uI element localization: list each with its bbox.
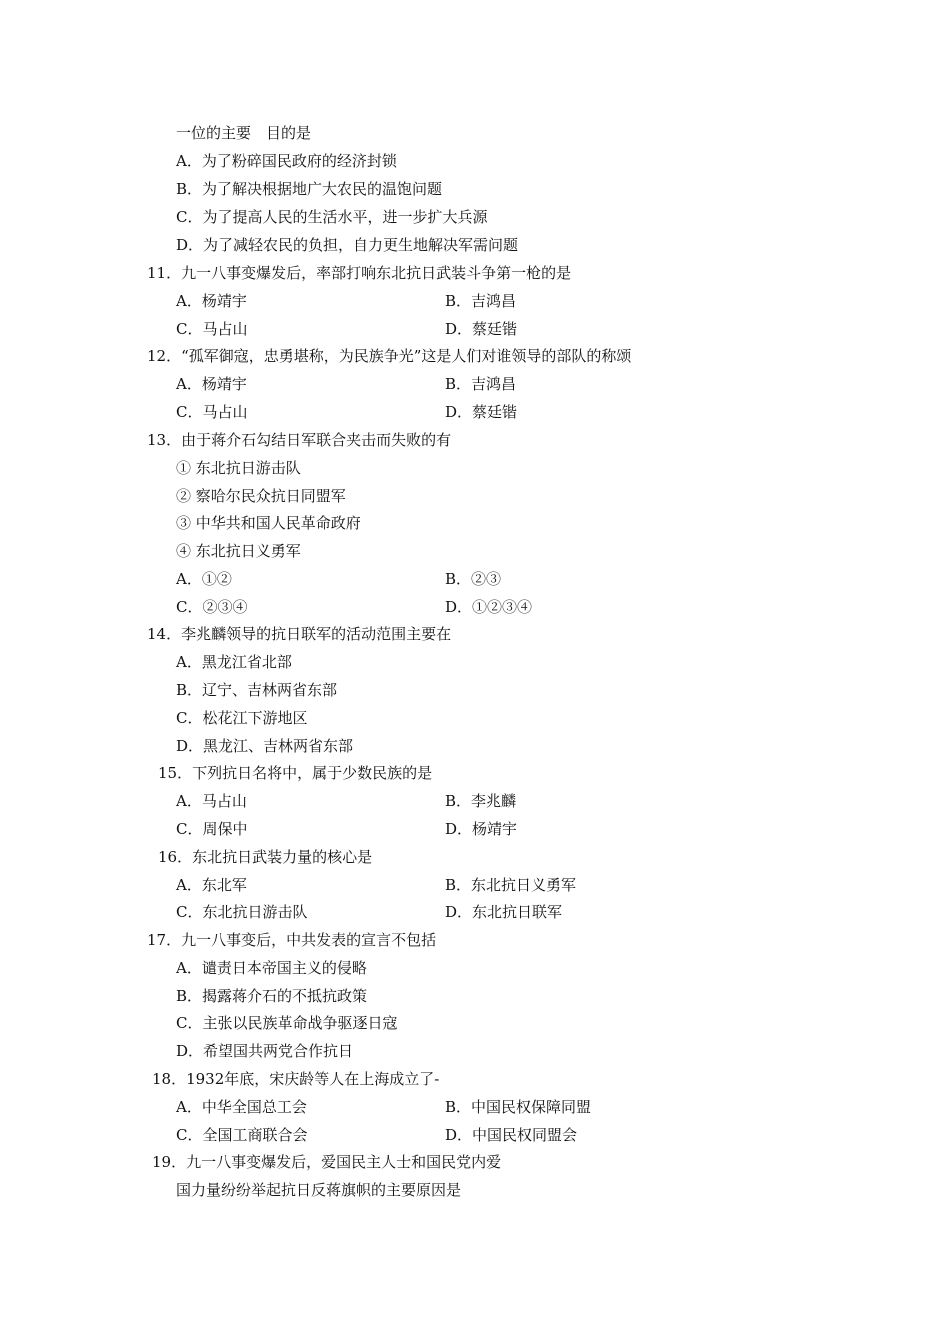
question-18: 18．1932年底，宋庆龄等人在上海成立了- bbox=[152, 1070, 440, 1088]
q11-option-b: B．吉鸿昌 bbox=[445, 292, 517, 310]
question-16: 16．东北抗日武装力量的核心是 bbox=[158, 848, 373, 866]
option-b: B．为了解决根据地广大农民的温饱问题 bbox=[176, 180, 443, 198]
q14-option-a: A．黑龙江省北部 bbox=[176, 653, 292, 671]
q13-option-b: B．②③ bbox=[445, 570, 502, 588]
q12-option-d: D．蔡廷锴 bbox=[445, 403, 518, 421]
q17-option-d: D．希望国共两党合作抗日 bbox=[176, 1042, 354, 1060]
q16-option-d: D．东北抗日联军 bbox=[445, 903, 563, 921]
q18-option-c: C．全国工商联合会 bbox=[176, 1126, 308, 1144]
q16-option-b: B．东北抗日义勇军 bbox=[445, 876, 577, 894]
question-11: 11．九一八事变爆发后，率部打响东北抗日武装斗争第一枪的是 bbox=[147, 264, 572, 282]
q16-option-a: A．东北军 bbox=[176, 876, 247, 894]
question-15: 15．下列抗日名将中，属于少数民族的是 bbox=[158, 764, 433, 782]
q12-option-c: C．马占山 bbox=[176, 403, 248, 421]
question-14: 14．李兆麟领导的抗日联军的活动范围主要在 bbox=[147, 625, 452, 643]
question-continuation: 一位的主要 目的是 bbox=[176, 124, 312, 142]
option-d: D．为了减轻农民的负担，自力更生地解决军需问题 bbox=[176, 236, 519, 254]
q15-option-a: A．马占山 bbox=[176, 792, 247, 810]
q13-option-a: A．①② bbox=[176, 570, 232, 588]
option-a: A．为了粉碎国民政府的经济封锁 bbox=[176, 152, 397, 170]
q17-option-b: B．揭露蒋介石的不抵抗政策 bbox=[176, 987, 368, 1005]
q11-option-c: C．马占山 bbox=[176, 320, 248, 338]
option-c: C．为了提高人民的生活水平，进一步扩大兵源 bbox=[176, 208, 488, 226]
q11-option-a: A．杨靖宇 bbox=[176, 292, 247, 310]
q14-option-b: B．辽宁、吉林两省东部 bbox=[176, 681, 338, 699]
q13-item-1: ① 东北抗日游击队 bbox=[176, 459, 301, 477]
q14-option-d: D．黑龙江、吉林两省东部 bbox=[176, 737, 354, 755]
q14-option-c: C．松花江下游地区 bbox=[176, 709, 308, 727]
question-12: 12．“孤军御寇，忠勇堪称，为民族争光”这是人们对谁领导的部队的称颂 bbox=[147, 347, 632, 365]
q17-option-a: A．谴责日本帝国主义的侵略 bbox=[176, 959, 367, 977]
q18-option-b: B．中国民权保障同盟 bbox=[445, 1098, 592, 1116]
q13-option-c: C．②③④ bbox=[176, 598, 248, 616]
q13-item-3: ③ 中华共和国人民革命政府 bbox=[176, 514, 361, 532]
q12-option-a: A．杨靖宇 bbox=[176, 375, 247, 393]
q12-option-b: B．吉鸿昌 bbox=[445, 375, 517, 393]
q16-option-c: C．东北抗日游击队 bbox=[176, 903, 308, 921]
question-17: 17．九一八事变后，中共发表的宣言不包括 bbox=[147, 931, 437, 949]
q15-option-d: D．杨靖宇 bbox=[445, 820, 518, 838]
question-19: 19．九一八事变爆发后，爱国民主人士和国民党内爱 bbox=[152, 1153, 502, 1171]
question-19-continuation: 国力量纷纷举起抗日反蒋旗帜的主要原因是 bbox=[176, 1181, 462, 1199]
q13-item-4: ④ 东北抗日义勇军 bbox=[176, 542, 301, 560]
q13-item-2: ② 察哈尔民众抗日同盟军 bbox=[176, 487, 346, 505]
q17-option-c: C．主张以民族革命战争驱逐日寇 bbox=[176, 1014, 398, 1032]
q13-option-d: D．①②③④ bbox=[445, 598, 533, 616]
q15-option-c: C．周保中 bbox=[176, 820, 248, 838]
q11-option-d: D．蔡廷锴 bbox=[445, 320, 518, 338]
q18-option-a: A．中华全国总工会 bbox=[176, 1098, 307, 1116]
q18-option-d: D．中国民权同盟会 bbox=[445, 1126, 578, 1144]
question-13: 13．由于蒋介石勾结日军联合夹击而失败的有 bbox=[147, 431, 452, 449]
q15-option-b: B．李兆麟 bbox=[445, 792, 517, 810]
